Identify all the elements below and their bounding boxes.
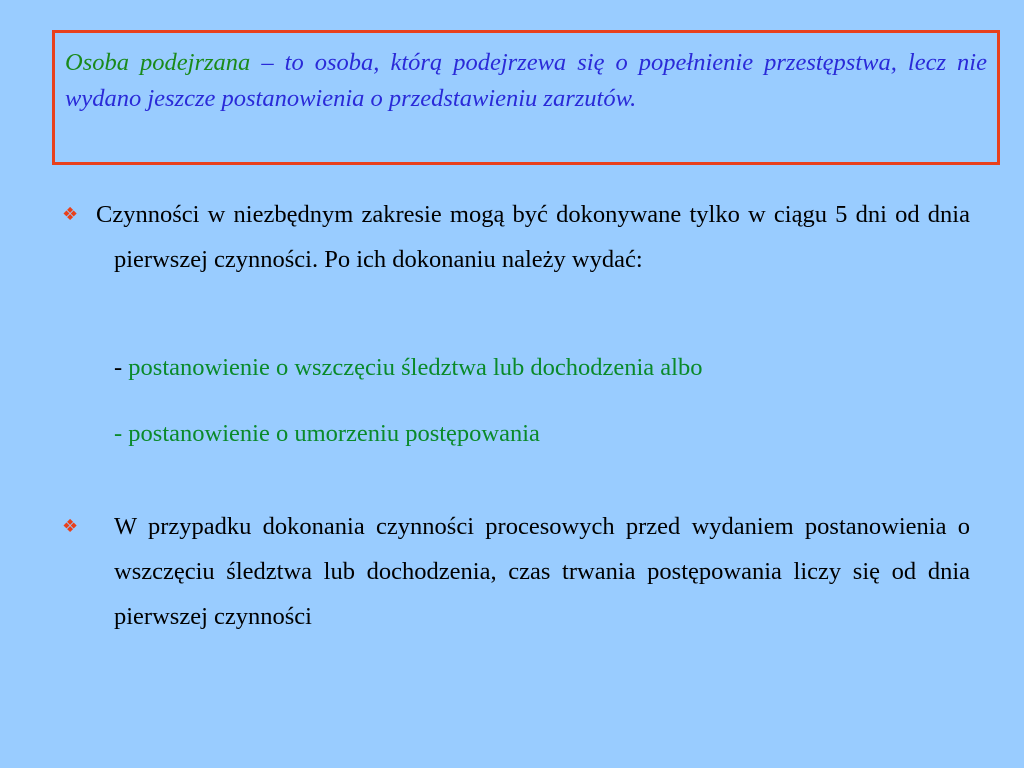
- diamond-bullet-icon: ❖: [62, 516, 79, 537]
- bullet-text-2: W przypadku dokonania czynności procesowych przed wydaniem postanowienia o wszczęciu śledztwa lub dochodzenia, czas trwania postępowania liczy się od dnia pierwszej czynności: [114, 513, 970, 630]
- definition-box: [52, 30, 1000, 165]
- definition-body: – to osoba, którą podejrzewa się o popełnienie przestępstwa, lecz nie wydano jeszcze postanowienia o przedstawieniu zarzutów.: [65, 49, 987, 112]
- diamond-bullet-icon: ❖: [62, 204, 79, 225]
- definition-term: Osoba podejrzana: [65, 49, 251, 76]
- option-item-1: [114, 350, 702, 386]
- option-text-1: postanowienie o wszczęciu śledztwa lub dochodzenia albo: [128, 354, 703, 381]
- bullet-row-1: [62, 192, 970, 282]
- bullet-text-1: Czynności w niezbędnym zakresie mogą być dokonywane tylko w ciągu 5 dni od dnia pierwszej czynności. Po ich dokonaniu należy wydać:: [96, 201, 970, 273]
- definition-paragraph: [65, 45, 987, 117]
- bullet-item-1: [62, 192, 970, 282]
- bullet-row-2: [62, 504, 970, 639]
- option-dash-2: -: [114, 420, 129, 447]
- bullet-item-2: [62, 504, 970, 639]
- option-dash-1: -: [114, 354, 129, 381]
- option-item-2: [114, 416, 540, 452]
- option-text-2: postanowienie o umorzeniu postępowania: [128, 420, 540, 447]
